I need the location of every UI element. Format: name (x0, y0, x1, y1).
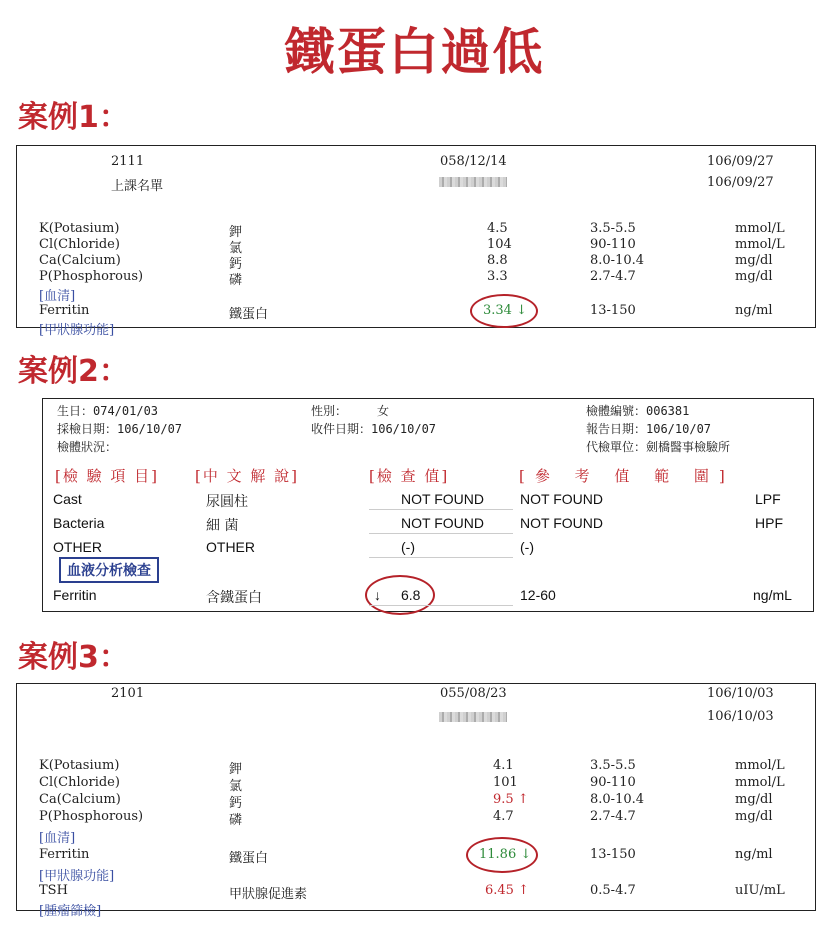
test-unit: mg/dl (735, 792, 773, 807)
header-reference: [參 考 值 範 圍] (519, 467, 735, 485)
header-value: [檢 查 值] (369, 467, 450, 485)
test-ref: NOT FOUND (520, 491, 603, 507)
cell-underline (369, 535, 513, 558)
report-date: 106/10/03 (707, 686, 774, 701)
case1-report (16, 145, 816, 338)
test-ref: 8.0-10.4 (590, 253, 645, 268)
ferritin-ref: 12-60 (520, 587, 556, 603)
receive-date: 收件日期：106/10/07 (311, 422, 437, 436)
test-cn: 細 菌 (206, 518, 239, 534)
redacted-name (439, 712, 507, 722)
section-tumor: [腫瘤篩檢] (39, 904, 102, 919)
test-name: K(Potasium) (39, 221, 120, 236)
ferritin-cn: 鐵蛋白 (229, 307, 269, 322)
tsh-cn: 甲狀腺促進素 (229, 887, 308, 902)
test-name: P(Phosphorous) (39, 269, 144, 284)
birth-date: 055/08/23 (440, 686, 507, 701)
birth-date: 生日：074/01/03 (57, 404, 159, 418)
test-unit: mmol/L (735, 237, 785, 252)
test-ref: 2.7-4.7 (590, 809, 636, 824)
test-value: 4.1 (493, 758, 514, 773)
test-ref: NOT FOUND (520, 515, 603, 531)
ferritin-unit: ng/mL (753, 587, 792, 603)
section-thyroid: [甲狀腺功能] (39, 323, 115, 338)
ferritin-cn: 含鐵蛋白 (206, 590, 262, 606)
test-cn: 氯 (229, 241, 243, 256)
tsh-unit: uIU/mL (735, 883, 785, 898)
test-unit: mmol/L (735, 758, 785, 773)
ferritin-name: Ferritin (39, 303, 90, 318)
test-name: Bacteria (53, 515, 105, 531)
test-value: 8.8 (487, 253, 508, 268)
birth-date: 058/12/14 (440, 154, 507, 169)
test-value: 104 (487, 237, 512, 252)
test-name: Cast (53, 491, 82, 507)
ferritin-value: 3.34 ↓ (483, 303, 527, 318)
test-unit: mmol/L (735, 775, 785, 790)
case1-heading: 案例1： (18, 100, 129, 135)
case3-report (16, 683, 816, 919)
ferritin-cn: 鐵蛋白 (229, 851, 269, 866)
patient-code: 2111 (111, 154, 145, 169)
case2-report (42, 398, 814, 612)
test-ref: 3.5-5.5 (590, 758, 636, 773)
test-name: Cl(Chloride) (39, 775, 120, 790)
test-unit: HPF (755, 515, 783, 531)
test-cn: 鉀 (229, 762, 243, 777)
test-value: NOT FOUND (401, 515, 484, 531)
low-arrow-icon: ↓ (374, 587, 381, 603)
test-ref: 3.5-5.5 (590, 221, 636, 236)
ferritin-unit: ng/ml (735, 303, 773, 318)
test-name: K(Potasium) (39, 758, 120, 773)
gender-label: 性別： (311, 404, 348, 418)
test-value: (-) (401, 539, 415, 555)
test-cn: OTHER (206, 539, 255, 555)
ferritin-value: 6.8 (401, 587, 421, 603)
test-ref: (-) (520, 539, 534, 555)
test-value: 4.5 (487, 221, 508, 236)
gender-value: 女 (377, 404, 390, 418)
header-explanation: [中 文 解 說] (195, 467, 300, 485)
report-date: 106/09/27 (707, 154, 774, 169)
specimen-status: 檢體狀況： (57, 440, 118, 454)
test-value: 3.3 (487, 269, 508, 284)
test-ref: 90-110 (590, 775, 636, 790)
test-unit: mg/dl (735, 269, 773, 284)
collect-date: 採檢日期：106/10/07 (57, 422, 183, 436)
test-cn: 磷 (229, 273, 243, 288)
section-thyroid: [甲狀腺功能] (39, 869, 115, 884)
cell-underline (369, 583, 513, 606)
tsh-name: TSH (39, 883, 68, 898)
test-value: NOT FOUND (401, 491, 484, 507)
page-title: 鐵蛋白過低 (284, 23, 545, 81)
ferritin-ref: 13-150 (590, 303, 636, 318)
tsh-ref: 0.5-4.7 (590, 883, 636, 898)
header-test-item: [檢 驗 項 目] (55, 467, 160, 485)
test-cn: 鉀 (229, 225, 243, 240)
ferritin-name: Ferritin (39, 847, 90, 862)
test-value: 101 (493, 775, 518, 790)
test-name: P(Phosphorous) (39, 809, 144, 824)
test-name: Ca(Calcium) (39, 253, 121, 268)
test-unit: mmol/L (735, 221, 785, 236)
tsh-value: 6.45 ↑ (485, 883, 529, 898)
test-ref: 2.7-4.7 (590, 269, 636, 284)
section-serum: [血清] (39, 289, 76, 304)
receive-date: 106/10/03 (707, 709, 774, 724)
patient-code: 2101 (111, 686, 145, 701)
case3-heading: 案例3： (18, 640, 129, 675)
redacted-name (439, 177, 507, 187)
case2-heading: 案例2： (18, 354, 129, 389)
test-cn: 鈣 (229, 257, 243, 272)
specimen-number: 檢體編號：006381 (586, 404, 690, 418)
section-serum: [血清] (39, 831, 76, 846)
test-ref: 8.0-10.4 (590, 792, 645, 807)
ferritin-name: Ferritin (53, 587, 97, 603)
ferritin-ref: 13-150 (590, 847, 636, 862)
test-value: 9.5 ↑ (493, 792, 529, 807)
class-label: 上課名單 (111, 179, 164, 194)
test-cn: 氯 (229, 779, 243, 794)
ferritin-unit: ng/ml (735, 847, 773, 862)
test-cn: 尿圓柱 (206, 494, 248, 510)
test-unit: mg/dl (735, 809, 773, 824)
test-cn: 磷 (229, 813, 243, 828)
test-unit: LPF (755, 491, 781, 507)
test-ref: 90-110 (590, 237, 636, 252)
test-unit: mg/dl (735, 253, 773, 268)
test-name: Cl(Chloride) (39, 237, 120, 252)
test-cn: 鈣 (229, 796, 243, 811)
lab-name: 代檢單位：劍橋醫事檢驗所 (586, 440, 731, 454)
test-name: OTHER (53, 539, 102, 555)
receive-date: 106/09/27 (707, 175, 774, 190)
test-name: Ca(Calcium) (39, 792, 121, 807)
ferritin-value: 11.86 ↓ (479, 847, 532, 862)
blood-analysis-label: 血液分析檢查 (59, 557, 159, 583)
report-date: 報告日期：106/10/07 (586, 422, 712, 436)
test-value: 4.7 (493, 809, 514, 824)
